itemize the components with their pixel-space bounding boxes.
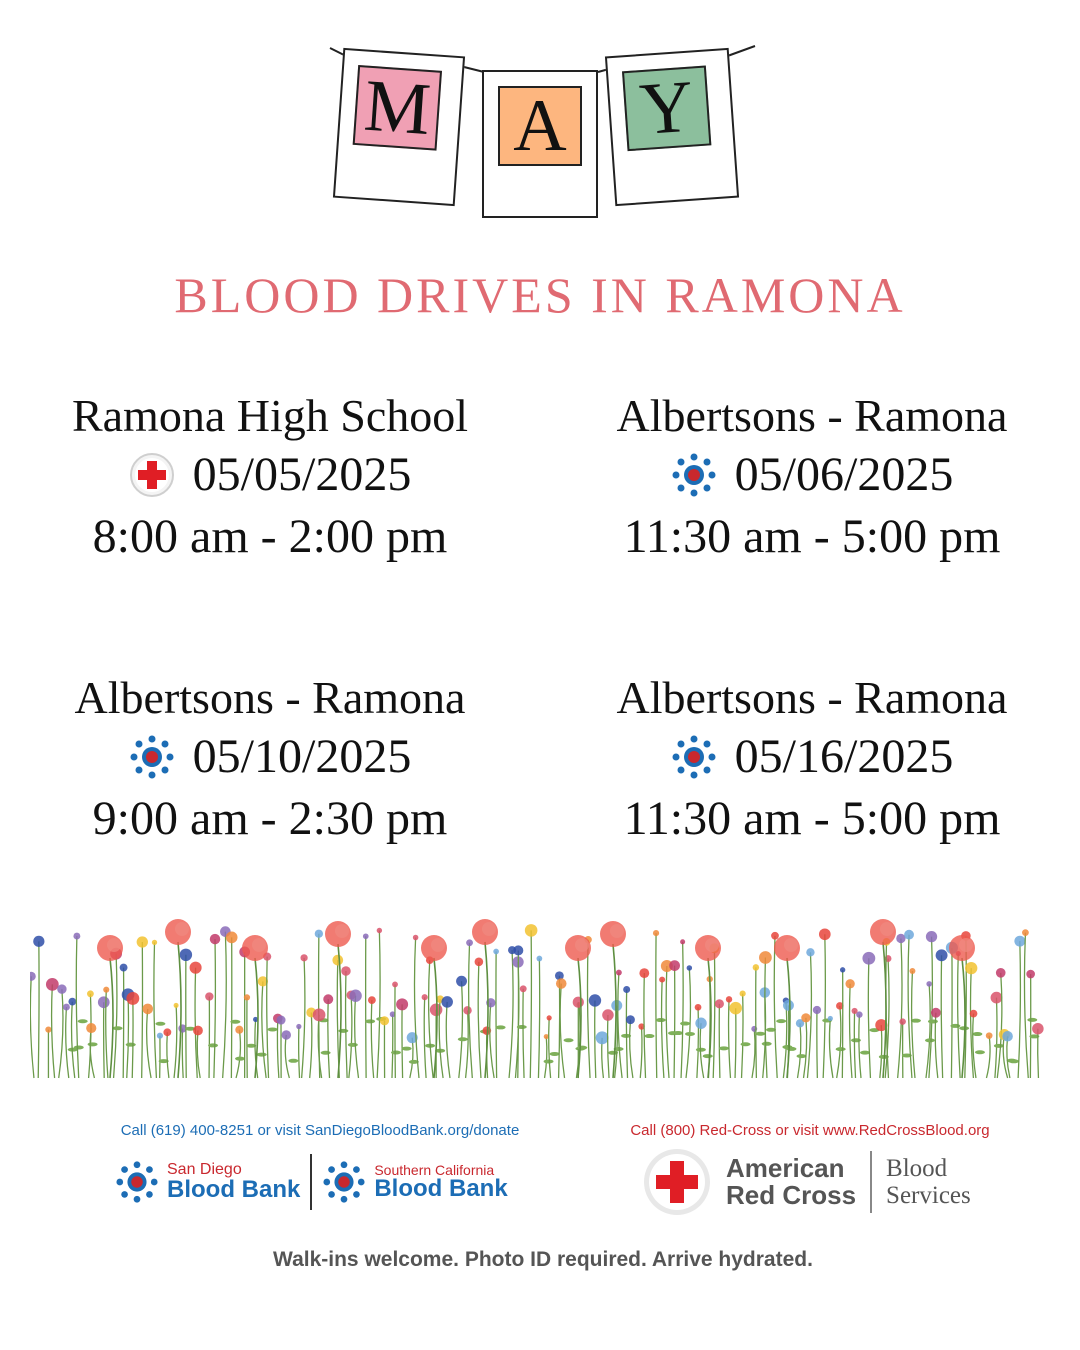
drive-date: 05/05/2025 <box>192 448 412 501</box>
blood-bank-icon <box>129 734 175 780</box>
blood-bank-icon <box>115 1160 159 1204</box>
drive-card <box>20 388 520 568</box>
drive-date: 05/06/2025 <box>734 448 954 501</box>
banner-card-m <box>333 48 465 206</box>
blood-bank-icon <box>671 734 717 780</box>
banner-card-a <box>482 70 598 218</box>
redcross-sub-line1: Blood <box>886 1155 948 1182</box>
american-red-cross-logo <box>642 1146 971 1218</box>
san-diego-blood-bank-logo: San Diego Blood Bank <box>115 1160 300 1204</box>
red-cross-icon <box>129 452 175 498</box>
may-banner <box>0 0 1080 240</box>
drive-card <box>20 670 520 850</box>
banner-letter-m: M <box>353 65 442 151</box>
drive-location: Ramona High School <box>71 390 469 441</box>
blood-bank-logos <box>115 1154 508 1210</box>
drive-date: 05/10/2025 <box>192 730 412 783</box>
banner-letter-y: Y <box>622 65 711 151</box>
redcross-call-text: Call (800) Red-Cross or visit www.RedCrossBlood.org <box>630 1122 990 1139</box>
southern-california-blood-bank-logo: Southern California Blood Bank <box>322 1160 507 1204</box>
sdbb-call-text: Call (619) 400-8251 or visit SanDiegoBloodBank.org/donate <box>120 1122 520 1139</box>
redcross-sub-line2: Services <box>886 1182 971 1209</box>
drive-location: Albertsons - Ramona <box>74 672 466 723</box>
page-title: BLOOD DRIVES IN RAMONA <box>174 267 906 323</box>
drive-location: Albertsons - Ramona <box>616 672 1008 723</box>
banner-letter-a: A <box>498 86 582 166</box>
drive-card <box>562 388 1062 568</box>
drive-time: 9:00 am - 2:30 pm <box>92 792 448 845</box>
drive-date: 05/16/2025 <box>734 730 954 783</box>
logo-divider <box>310 1154 312 1210</box>
redcross-name-line2: Red Cross <box>726 1180 857 1210</box>
redcross-name-line1: American <box>726 1153 845 1183</box>
drive-location: Albertsons - Ramona <box>616 390 1008 441</box>
banner-card-y <box>605 48 739 206</box>
tagline: Walk-ins welcome. Photo ID required. Arrive hydrated. <box>273 1248 813 1271</box>
drive-time: 11:30 am - 5:00 pm <box>623 510 1001 563</box>
drive-card <box>562 670 1062 850</box>
blood-bank-icon <box>322 1160 366 1204</box>
logo-divider <box>870 1151 872 1213</box>
red-cross-icon <box>642 1147 712 1217</box>
drive-time: 8:00 am - 2:00 pm <box>92 510 448 563</box>
blood-bank-icon <box>671 452 717 498</box>
wildflowers-illustration <box>30 910 1050 1080</box>
drive-time: 11:30 am - 5:00 pm <box>623 792 1001 845</box>
